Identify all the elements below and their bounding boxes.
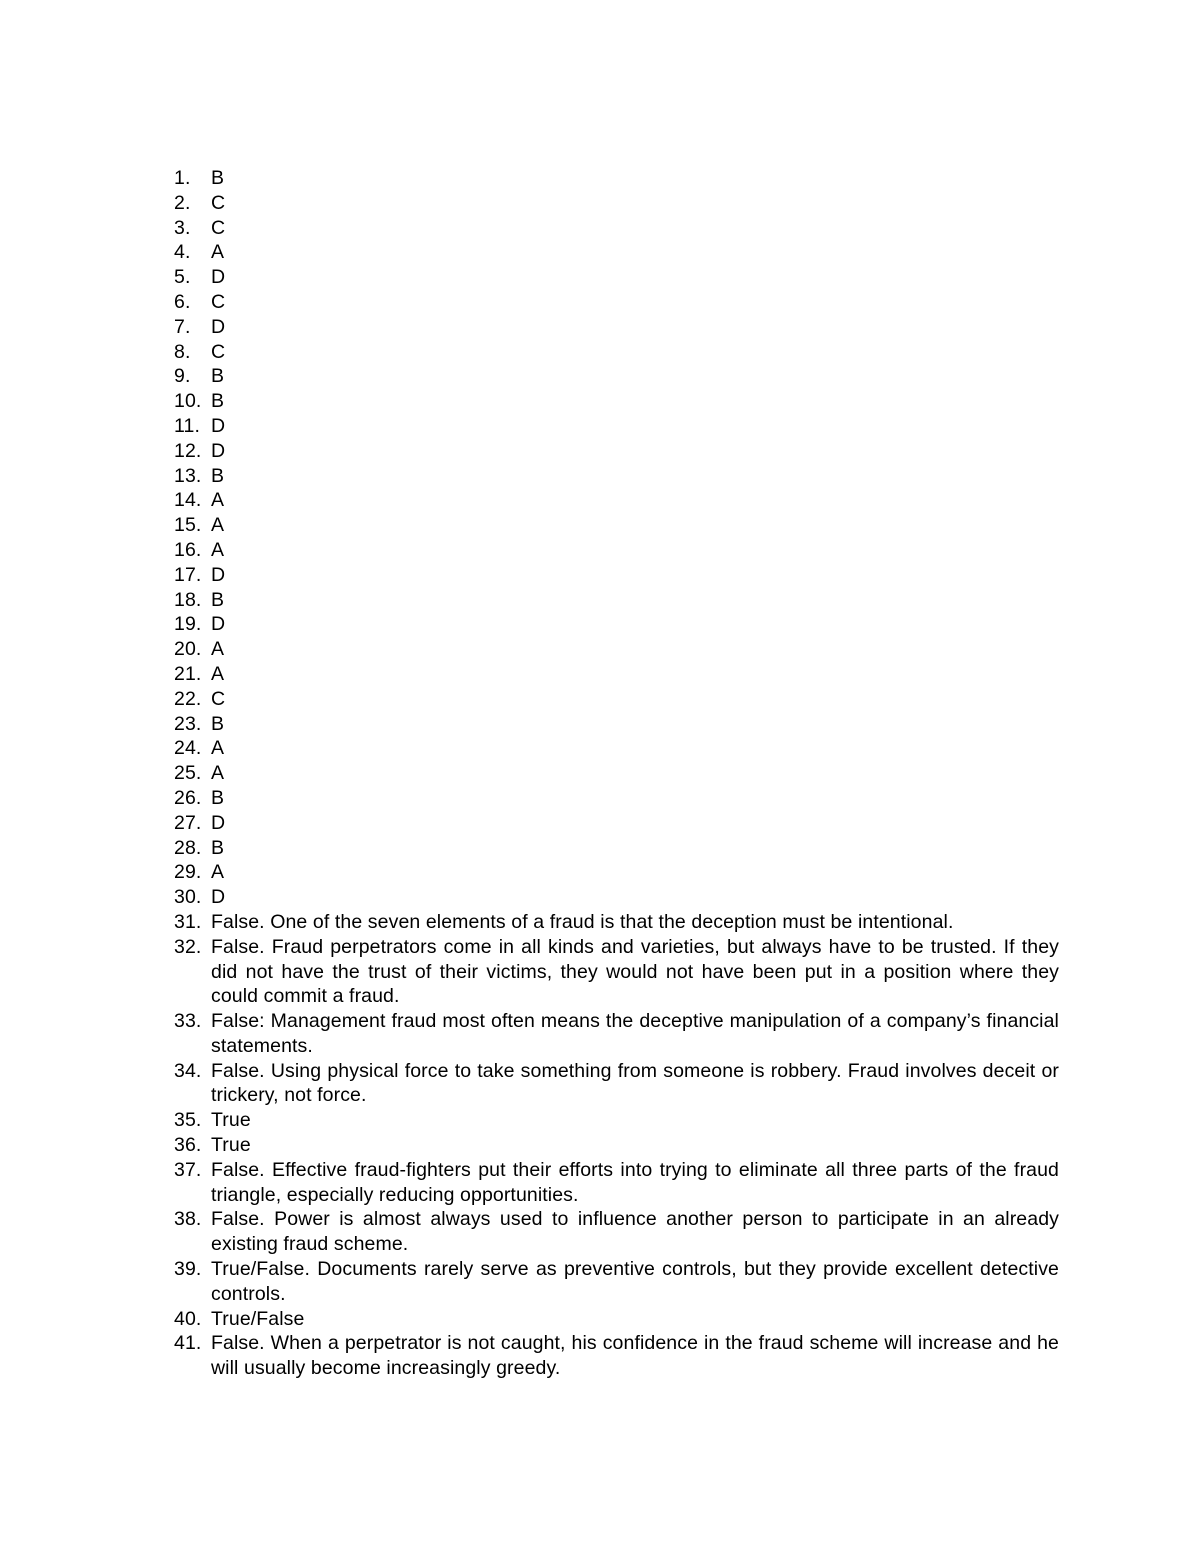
answer-number: 20.: [174, 638, 202, 661]
answer-number: 16.: [174, 538, 202, 561]
answer-item: [174, 687, 1059, 712]
answer-number: 27.: [174, 811, 202, 834]
answer-text: A: [211, 241, 225, 264]
answer-item: [174, 836, 1059, 861]
answer-number: 19.: [174, 613, 202, 636]
answer-number: 7.: [174, 315, 191, 338]
answer-text: A: [211, 638, 225, 661]
answer-text: C: [211, 290, 226, 313]
answer-text: D: [211, 811, 226, 834]
answer-text: D: [211, 886, 226, 909]
answer-item: [174, 513, 1059, 538]
answer-text: A: [211, 538, 225, 561]
answer-item: [174, 563, 1059, 588]
answer-text: B: [211, 836, 225, 859]
answer-number: 18.: [174, 588, 202, 611]
answer-number: 24.: [174, 737, 202, 760]
answer-number: 26.: [174, 786, 202, 809]
answer-number: 9.: [174, 365, 191, 388]
answer-item: [174, 1207, 1059, 1257]
answer-number: 23.: [174, 712, 202, 735]
answer-text: A: [211, 762, 225, 785]
answer-item: [174, 860, 1059, 885]
answer-number: 38.: [174, 1208, 202, 1231]
answer-number: 32.: [174, 935, 202, 958]
answer-text: True: [211, 1134, 251, 1157]
answer-item: [174, 1331, 1059, 1381]
answer-item: [174, 612, 1059, 637]
answer-number: 5.: [174, 266, 191, 289]
answer-item: [174, 1009, 1059, 1059]
answer-text: C: [211, 340, 226, 363]
answer-number: 3.: [174, 216, 191, 239]
answer-text: False. One of the seven elements of a fraud is that the deception must be intentional.: [211, 910, 954, 933]
answer-number: 25.: [174, 762, 202, 785]
answer-text: False. When a perpetrator is not caught, his confidence in the fraud scheme will increase and he will usually become increasingly greedy.: [211, 1332, 1059, 1380]
answer-text: C: [211, 687, 226, 710]
answer-text: B: [211, 464, 225, 487]
answer-text: D: [211, 315, 226, 338]
answer-number: 39.: [174, 1258, 202, 1281]
answer-text: False. Using physical force to take something from someone is robbery. Fraud involves deceit or trickery, not force.: [211, 1059, 1059, 1107]
answer-text: True: [211, 1109, 251, 1132]
answer-text: False. Fraud perpetrators come in all kinds and varieties, but always have to be trusted. If they did not have the trust of their victims, they would not have been put in a position where they could commit a fraud.: [211, 935, 1059, 1008]
answer-text: False. Power is almost always used to influence another person to participate in an already existing fraud scheme.: [211, 1208, 1059, 1256]
answer-number: 29.: [174, 861, 202, 884]
answer-number: 8.: [174, 340, 191, 363]
answer-text: A: [211, 861, 225, 884]
answer-text: A: [211, 489, 225, 512]
answer-text: D: [211, 266, 226, 289]
answer-key-list: [174, 166, 1059, 1381]
answer-item: [174, 588, 1059, 613]
answer-item: [174, 712, 1059, 737]
answer-text: A: [211, 514, 225, 537]
answer-text: False: Management fraud most often means the deceptive manipulation of a company’s financial statements.: [211, 1010, 1059, 1057]
answer-item: [174, 538, 1059, 563]
answer-item: [174, 1257, 1059, 1307]
answer-number: 14.: [174, 489, 202, 512]
answer-text: B: [211, 167, 225, 189]
answer-item: [174, 637, 1059, 662]
answer-number: 13.: [174, 464, 202, 487]
answer-item: [174, 265, 1059, 290]
answer-item: [174, 1133, 1059, 1158]
answer-text: B: [211, 390, 225, 413]
answer-number: 34.: [174, 1059, 202, 1082]
answer-item: [174, 1307, 1059, 1332]
answer-text: A: [211, 737, 225, 760]
answer-number: 21.: [174, 662, 202, 685]
answer-text: B: [211, 588, 225, 611]
answer-item: [174, 885, 1059, 910]
answer-number: 22.: [174, 687, 202, 710]
answer-text: True/False. Documents rarely serve as preventive controls, but they provide excellent detective controls.: [211, 1258, 1059, 1305]
answer-text: B: [211, 365, 225, 388]
answer-item: [174, 364, 1059, 389]
answer-number: 28.: [174, 836, 202, 859]
answer-number: 4.: [174, 241, 191, 264]
answer-item: [174, 761, 1059, 786]
answer-item: [174, 935, 1059, 1009]
answer-item: [174, 290, 1059, 315]
answer-number: 35.: [174, 1109, 202, 1132]
answer-item: [174, 240, 1059, 265]
answer-item: [174, 340, 1059, 365]
answer-item: [174, 1108, 1059, 1133]
answer-item: [174, 1059, 1059, 1109]
answer-number: 12.: [174, 439, 202, 462]
answer-number: 31.: [174, 910, 202, 933]
answer-number: 30.: [174, 886, 202, 909]
answer-text: A: [211, 662, 225, 685]
answer-text: B: [211, 712, 225, 735]
answer-number: 11.: [174, 414, 200, 437]
answer-text: False. Effective fraud-fighters put their efforts into trying to eliminate all three parts of the fraud triangle, especially reducing opportunities.: [211, 1158, 1059, 1206]
answer-text: D: [211, 439, 226, 462]
answer-text: True/False: [211, 1307, 305, 1330]
answer-item: [174, 811, 1059, 836]
answer-number: 33.: [174, 1010, 202, 1033]
answer-number: 40.: [174, 1307, 202, 1330]
answer-item: [174, 786, 1059, 811]
answer-number: 37.: [174, 1158, 202, 1181]
answer-item: [174, 315, 1059, 340]
answer-text: D: [211, 613, 226, 636]
answer-number: 2.: [174, 191, 191, 214]
answer-item: [174, 216, 1059, 241]
answer-item: [174, 464, 1059, 489]
answer-text: D: [211, 414, 226, 437]
answer-item: [174, 191, 1059, 216]
answer-number: 10.: [174, 390, 202, 413]
answer-text: B: [211, 786, 225, 809]
answer-number: 6.: [174, 290, 191, 313]
answer-item: [174, 389, 1059, 414]
answer-item: [174, 736, 1059, 761]
answer-item: [174, 662, 1059, 687]
answer-number: 41.: [174, 1332, 202, 1355]
answer-number: 17.: [174, 563, 202, 586]
answer-item: [174, 439, 1059, 464]
answer-text: D: [211, 563, 226, 586]
answer-item: [174, 414, 1059, 439]
answer-number: 36.: [174, 1134, 202, 1157]
answer-item: [174, 166, 1059, 191]
answer-item: [174, 910, 1059, 935]
answer-text: C: [211, 216, 226, 239]
answer-text: C: [211, 191, 226, 214]
answer-number: 15.: [174, 514, 202, 537]
answer-item: [174, 1158, 1059, 1208]
answer-number: 1.: [174, 167, 191, 189]
answer-item: [174, 488, 1059, 513]
